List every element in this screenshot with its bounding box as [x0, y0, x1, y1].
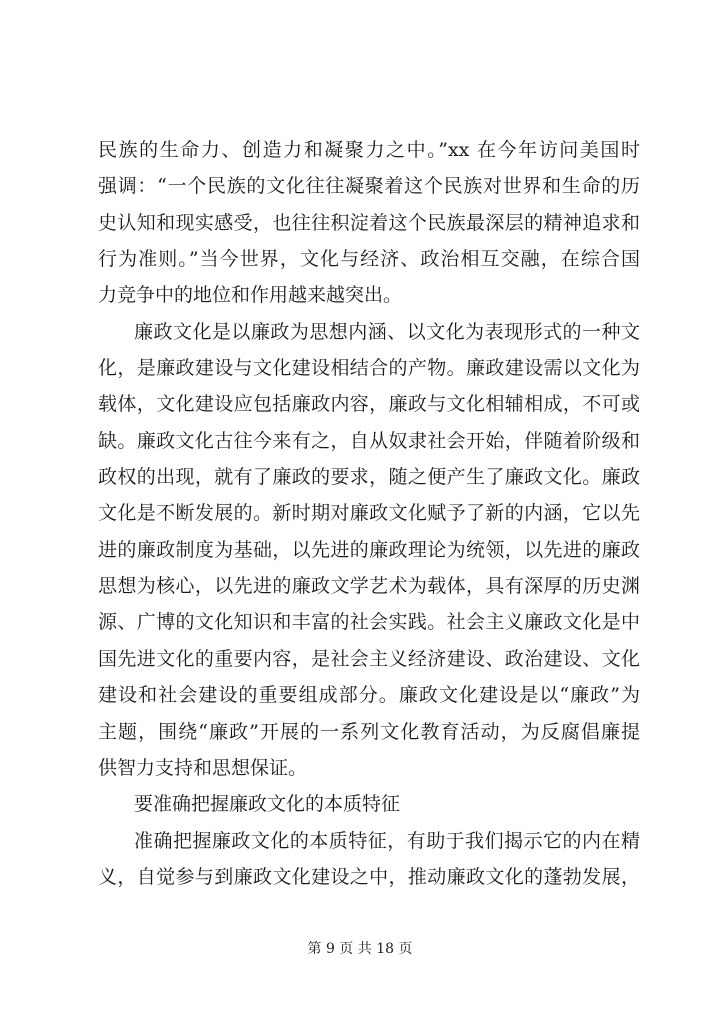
text-line: 思想为核心，以先进的廉政文学艺术为载体，具有深厚的历史渊	[98, 575, 640, 598]
text-line: 义，自觉参与到廉政文化建设之中，推动廉政文化的蓬勃发展，	[98, 865, 640, 888]
text-line: 强调：“一个民族的文化往往凝聚着这个民族对世界和生命的历	[98, 175, 640, 198]
text-line: 政权的出现，就有了廉政的要求，随之便产生了廉政文化。廉政	[98, 466, 640, 489]
text-line: 进的廉政制度为基础，以先进的廉政理论为统领，以先进的廉政	[98, 538, 640, 561]
text-line: 建设和社会建设的重要组成部分。廉政文化建设是以“廉政”为	[98, 684, 640, 707]
page-number-footer: 第 9 页 共 18 页	[307, 941, 413, 957]
text-line: 准确把握廉政文化的本质特征，有助于我们揭示它的内在精	[134, 829, 640, 852]
text-line: 行为准则。”当今世界，文化与经济、政治相互交融，在综合国	[98, 248, 640, 271]
text-line: 主题，围绕“廉政”开展的一系列文化教育活动，为反腐倡廉提	[98, 720, 640, 743]
text-line: 国先进文化的重要内容，是社会主义经济建设、政治建设、文化	[98, 647, 640, 670]
text-line: 化，是廉政建设与文化建设相结合的产物。廉政建设需以文化为	[98, 357, 640, 380]
section-heading: 要准确把握廉政文化的本质特征	[134, 793, 401, 816]
text-line: 民族的生命力、创造力和凝聚力之中。”xx 在今年访问美国时	[98, 139, 640, 161]
text-line: 文化是不断发展的。新时期对廉政文化赋予了新的内涵，它以先	[98, 502, 640, 525]
text-line: 缺。廉政文化古往今来有之，自从奴隶社会开始，伴随着阶级和	[98, 429, 640, 452]
text-line: 力竞争中的地位和作用越来越突出。	[98, 284, 403, 307]
text-line: 源、广博的文化知识和丰富的社会实践。社会主义廉政文化是中	[98, 611, 640, 634]
text-line: 供智力支持和思想保证。	[98, 756, 308, 779]
text-line: 廉政文化是以廉政为思想内涵、以文化为表现形式的一种文	[134, 320, 640, 343]
text-line: 载体，文化建设应包括廉政内容，廉政与文化相辅相成，不可或	[98, 393, 640, 416]
document-body	[98, 132, 640, 895]
text-line: 史认知和现实感受，也往往积淀着这个民族最深层的精神追求和	[98, 211, 640, 234]
